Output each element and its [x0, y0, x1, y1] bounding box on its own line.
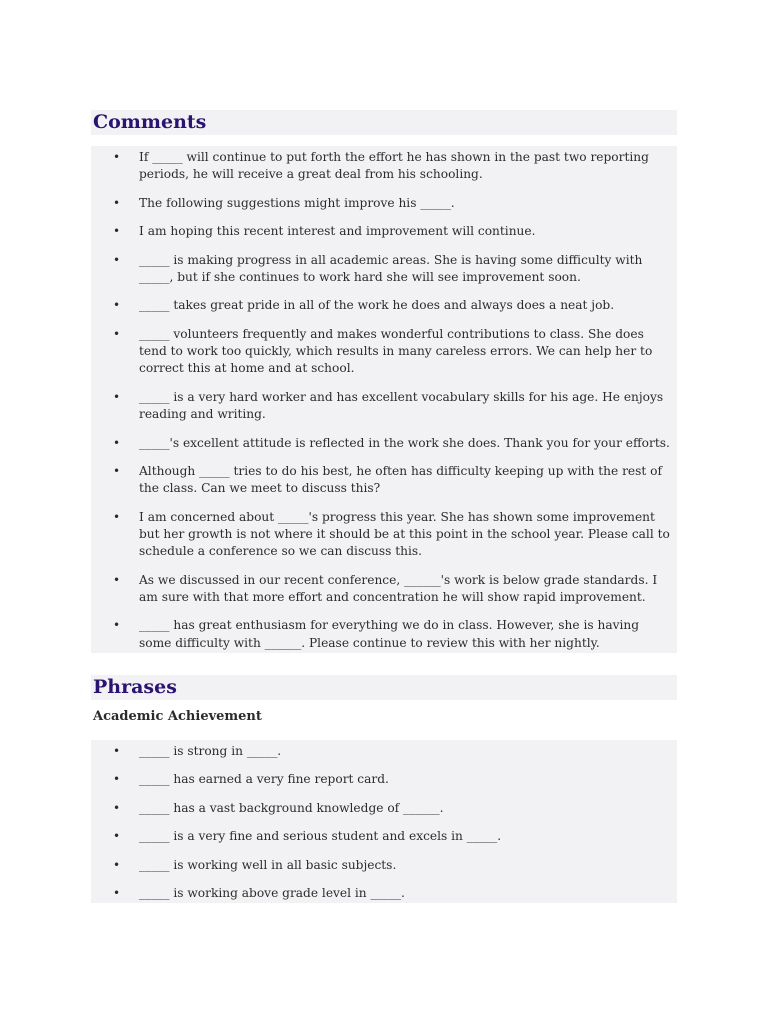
list-item — [91, 326, 671, 378]
bullet-icon: • — [113, 389, 121, 404]
bullet-icon: • — [113, 195, 121, 210]
bullet-icon: • — [113, 464, 121, 479]
phrase-text: _____ is working well in all basic subjects. — [139, 857, 397, 872]
bullet-icon: • — [113, 252, 121, 267]
bullet-icon: • — [113, 772, 121, 787]
comment-text: Although _____ tries to do his best, he often has difficulty keeping up with the rest of the class. Can we meet to discuss this? — [139, 464, 662, 496]
comments-heading: Comments — [91, 110, 677, 135]
bullet-icon: • — [113, 326, 121, 341]
comment-text: _____ volunteers frequently and makes wonderful contributions to class. She does tend to work too quickly, which results in many careless errors. We can help her to correct this at home and at school. — [139, 326, 653, 376]
phrase-text: _____ is a very fine and serious student and excels in _____. — [139, 829, 502, 844]
list-item — [91, 617, 671, 651]
list-item — [91, 857, 671, 874]
bullet-icon: • — [113, 572, 121, 587]
comment-text: I am hoping this recent interest and improvement will continue. — [139, 224, 536, 239]
bullet-icon: • — [113, 857, 121, 872]
list-item — [91, 223, 671, 240]
bullet-icon: • — [113, 224, 121, 239]
bullet-icon: • — [113, 618, 121, 633]
list-item — [91, 509, 671, 561]
phrase-text: _____ is strong in _____. — [139, 743, 282, 758]
list-item — [91, 149, 671, 183]
list-item — [91, 297, 671, 314]
comment-text: _____ is making progress in all academic areas. She is having some difficulty with _____, but if she continues to work hard she will see improvement soon. — [139, 252, 643, 284]
bullet-icon: • — [113, 800, 121, 815]
bullet-icon: • — [113, 298, 121, 313]
comment-text: As we discussed in our recent conference, ______'s work is below grade standards. I am sure with that more effort and concentration he will show rapid improvement. — [139, 572, 658, 604]
list-item — [91, 572, 671, 606]
bullet-icon: • — [113, 150, 121, 164]
list-item — [91, 389, 671, 423]
bullet-icon: • — [113, 509, 121, 524]
comment-text: _____ has great enthusiasm for everything we do in class. However, she is having some difficulty with ______. Please continue to review this with her nightly. — [139, 618, 640, 650]
phrases-list — [91, 740, 677, 904]
document-page — [91, 110, 677, 903]
academic-achievement-subheading: Academic Achievement — [93, 708, 262, 724]
list-item — [91, 771, 671, 788]
list-item — [91, 463, 671, 497]
list-item — [91, 252, 671, 286]
list-item — [91, 743, 671, 760]
comment-text: _____ takes great pride in all of the work he does and always does a neat job. — [139, 298, 615, 313]
comment-text: If _____ will continue to put forth the effort he has shown in the past two reporting periods, he will receive a great deal from his schooling. — [139, 150, 649, 182]
comments-list — [91, 146, 677, 653]
bullet-icon: • — [113, 829, 121, 844]
phrase-text: _____ has a vast background knowledge of ______. — [139, 800, 444, 815]
list-item — [91, 828, 671, 845]
comment-text: I am concerned about _____'s progress this year. She has shown some improvement but her growth is not where it should be at this point in the school year. Please call to schedule a conference so we can discuss this. — [139, 509, 670, 559]
list-item — [91, 800, 671, 817]
bullet-icon: • — [113, 743, 121, 758]
bullet-icon: • — [113, 435, 121, 450]
list-item — [91, 195, 671, 212]
comment-text: The following suggestions might improve his _____. — [139, 195, 455, 210]
phrase-text: _____ has earned a very fine report card. — [139, 772, 389, 787]
comment-text: _____ is a very hard worker and has excellent vocabulary skills for his age. He enjoys reading and writing. — [139, 389, 664, 422]
list-item — [91, 435, 671, 452]
comment-text: _____'s excellent attitude is reflected in the work she does. Thank you for your efforts. — [139, 435, 670, 450]
list-item — [91, 885, 671, 902]
phrases-heading: Phrases — [91, 675, 677, 700]
bullet-icon: • — [113, 886, 121, 901]
phrase-text: _____ is working above grade level in _____. — [139, 886, 405, 901]
